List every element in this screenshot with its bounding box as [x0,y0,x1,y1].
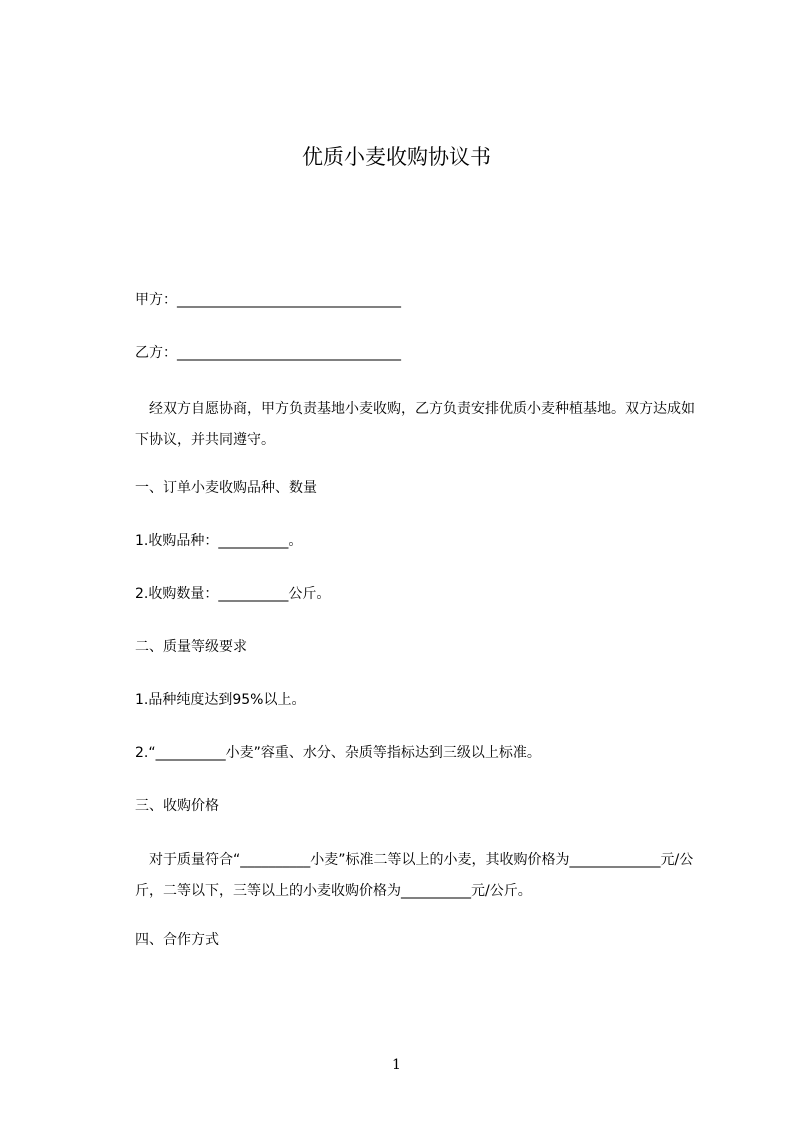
section1-item1: 1.收购品种：__________。 [135,533,303,549]
section3-body: 对于质量符合“__________小麦”标准二等以上的小麦，其收购价格为_____________元/公斤，二等以下，三等以上的小麦收购价格为__________元/公斤。 [135,852,694,899]
section1-heading: 一、订单小麦收购品种、数量 [135,480,317,496]
document-title: 优质小麦收购协议书 [302,145,491,169]
party-b-line: 乙方：________________________________ [135,345,401,361]
section1-item2: 2.收购数量：__________公斤。 [135,586,331,602]
section2-item2: 2.“__________小麦”容重、水分、杂质等指标达到三级以上标准。 [135,745,541,761]
page-number: 1 [392,1057,401,1073]
section2-item1: 1.品种纯度达到95%以上。 [135,692,306,708]
party-a-line: 甲方：________________________________ [135,292,401,308]
section3-heading: 三、收购价格 [135,798,219,814]
intro-paragraph: 经双方自愿协商，甲方负责基地小麦收购，乙方负责安排优质小麦种植基地。双方达成如下协议，并共同遵守。 [135,401,695,448]
section4-heading: 四、合作方式 [135,932,219,948]
section2-heading: 二、质量等级要求 [135,639,247,655]
